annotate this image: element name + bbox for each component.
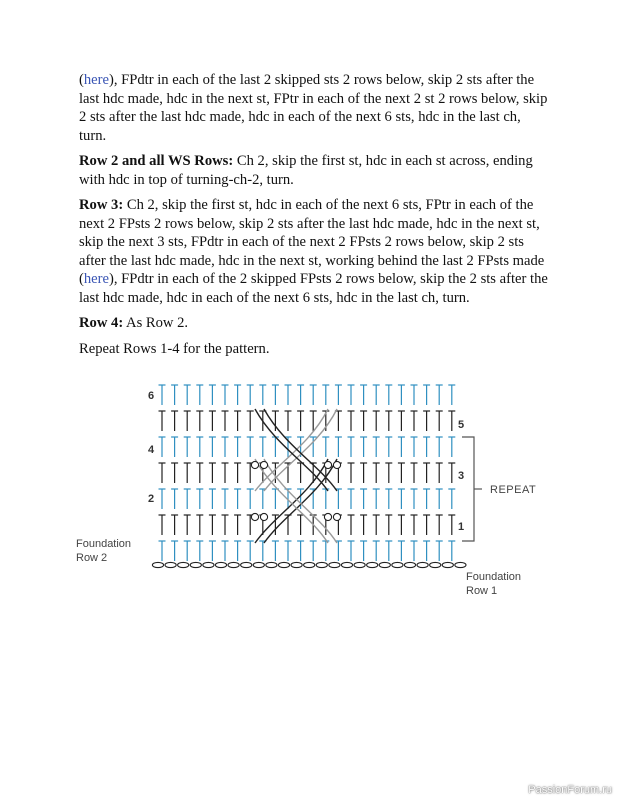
row-label: Row 3:: [79, 197, 124, 213]
chain-stitch: [379, 562, 390, 567]
foundation-row2-label-line2: Row 2: [76, 552, 108, 564]
here-link-2[interactable]: here: [83, 271, 109, 287]
row-label-2: 2: [148, 493, 155, 505]
post-stitch-loop: [333, 461, 340, 468]
chain-stitch: [241, 562, 252, 567]
paragraph-row4: Row 4: As Row 2.: [79, 315, 189, 331]
chain-stitch: [266, 562, 277, 567]
chain-stitch: [442, 562, 453, 567]
cable-post-stitch: [255, 459, 328, 543]
post-stitch-loop: [251, 513, 258, 520]
chain-stitch: [215, 562, 226, 567]
foundation-row2-label-line1: Foundation: [76, 538, 132, 550]
chain-stitch: [152, 562, 163, 567]
chain-stitch: [228, 562, 239, 567]
row-label-3: 3: [458, 470, 465, 482]
pattern-instructions: [79, 71, 549, 365]
chain-stitch: [417, 562, 428, 567]
chain-stitch: [430, 562, 441, 567]
post-stitch-loop: [260, 461, 267, 468]
post-stitch-loop: [324, 461, 331, 468]
row-label: Row 4:: [79, 315, 124, 331]
row-label-5: 5: [458, 419, 465, 431]
paragraph-row3: Row 3: Ch 2, skip the first st, hdc in each of the next 6 sts, FPtr in each of the next 2 FPsts 2 rows below, skip 2 sts after the last hdc made, hdc in the next st, skip the next 3 sts, FPdtr in each of the next 2 FPsts 2 rows below, skip 2 sts after the last hdc made, hdc in the next st, working behind the last 2 FPsts made (here), FPdtr in each of the 2 skipped FPsts 2 rows below, skip the 2 sts after the last hdc made, hdc in each of the next 6 sts, hdc in the last ch, turn.: [79, 197, 548, 306]
paragraph-row2: Row 2 and all WS Rows: Ch 2, skip the first st, hdc in each st across, ending with hdc in top of turning-ch-2, turn.: [79, 153, 533, 188]
chain-stitch: [291, 562, 302, 567]
watermark: PassionForum.ru: [528, 784, 612, 796]
cable-stitches: [251, 409, 340, 543]
paragraph-row1-continued: (here), FPdtr in each of the last 2 skipped sts 2 rows below, skip 2 sts after the last hdc made, hdc in the next st, FPtr in each of the next 2 st 2 rows below, skip 2 sts after the last hdc made, hdc in each of the next 6 sts, hdc in the last ch, turn.: [79, 72, 548, 144]
here-link-1[interactable]: here: [83, 72, 109, 88]
chain-stitch: [253, 562, 264, 567]
chain-stitch: [278, 562, 289, 567]
chain-stitch: [341, 562, 352, 567]
foundation-row1-label-line2: Row 1: [466, 585, 498, 597]
repeat-label: REPEAT: [490, 484, 537, 496]
row-label-1: 1: [458, 521, 465, 533]
chain-stitch: [178, 562, 189, 567]
row-label: Row 2 and all WS Rows:: [79, 153, 234, 169]
chain-stitch: [203, 562, 214, 567]
post-stitch-loop: [333, 513, 340, 520]
post-stitch-loop: [251, 461, 258, 468]
chain-stitch: [190, 562, 201, 567]
chain-stitch: [404, 562, 415, 567]
chain-stitch: [455, 562, 466, 567]
chain-stitch: [165, 562, 176, 567]
post-stitch-loop: [260, 513, 267, 520]
foundation-chain: [152, 562, 466, 567]
row-label-4: 4: [148, 444, 155, 456]
foundation-row1-label-line1: Foundation: [466, 571, 522, 583]
row-label-6: 6: [148, 390, 155, 402]
chain-stitch: [304, 562, 315, 567]
chain-stitch: [329, 562, 340, 567]
stitch-grid: [159, 385, 456, 561]
chain-stitch: [367, 562, 378, 567]
stitch-chart: [70, 375, 550, 605]
paragraph-repeat: Repeat Rows 1-4 for the pattern.: [79, 340, 270, 357]
chain-stitch: [392, 562, 403, 567]
post-stitch-loop: [324, 513, 331, 520]
chain-stitch: [354, 562, 365, 567]
chain-stitch: [316, 562, 327, 567]
